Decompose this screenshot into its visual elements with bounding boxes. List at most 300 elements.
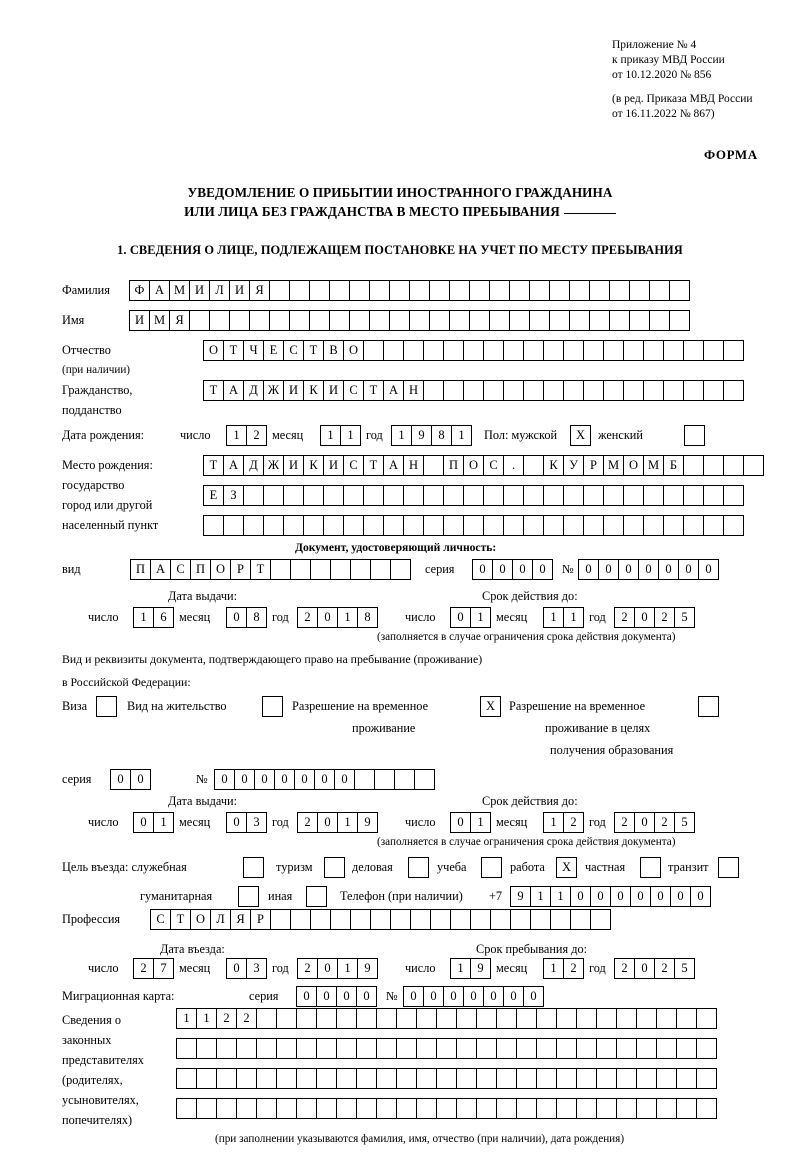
form-cell[interactable] — [262, 696, 283, 717]
form-cell[interactable] — [416, 1068, 437, 1089]
form-cell[interactable]: Т — [170, 909, 191, 930]
form-cell[interactable]: 8 — [431, 425, 452, 446]
form-cell[interactable]: 1 — [337, 958, 358, 979]
form-cell[interactable]: Е — [263, 340, 284, 361]
form-cell[interactable] — [310, 909, 331, 930]
form-cell[interactable] — [449, 310, 470, 331]
form-cell[interactable] — [283, 485, 304, 506]
id-issue-year-cells[interactable] — [297, 607, 377, 628]
form-cell[interactable] — [443, 515, 464, 536]
form-cell[interactable] — [276, 1068, 297, 1089]
form-cell[interactable] — [589, 280, 610, 301]
id-valid-year-cells[interactable] — [614, 607, 694, 628]
form-cell[interactable]: Ж — [263, 380, 284, 401]
form-cell[interactable]: Р — [583, 455, 604, 476]
form-cell[interactable] — [723, 340, 744, 361]
stay-issue-month-cells[interactable] — [226, 812, 266, 833]
form-cell[interactable]: 0 — [630, 886, 651, 907]
form-cell[interactable]: 9 — [470, 958, 491, 979]
form-cell[interactable]: Л — [210, 909, 231, 930]
form-cell[interactable] — [543, 340, 564, 361]
form-cell[interactable] — [563, 485, 584, 506]
form-cell[interactable] — [423, 515, 444, 536]
migration-series-cells[interactable] — [296, 986, 376, 1007]
form-cell[interactable] — [476, 1098, 497, 1119]
form-cell[interactable]: Р — [230, 559, 251, 580]
form-cell[interactable]: П — [190, 559, 211, 580]
form-cell[interactable] — [423, 485, 444, 506]
form-cell[interactable] — [256, 1038, 277, 1059]
form-cell[interactable]: 2 — [614, 607, 635, 628]
form-cell[interactable] — [416, 1098, 437, 1119]
form-cell[interactable] — [703, 340, 724, 361]
form-cell[interactable]: Т — [250, 559, 271, 580]
form-cell[interactable] — [216, 1038, 237, 1059]
form-cell[interactable]: О — [463, 455, 484, 476]
form-cell[interactable]: К — [543, 455, 564, 476]
stay-number-cells[interactable] — [214, 769, 434, 790]
form-cell[interactable] — [370, 559, 391, 580]
stay-issue-day-cells[interactable] — [133, 812, 173, 833]
form-cell[interactable]: 0 — [690, 886, 711, 907]
form-cell[interactable] — [383, 485, 404, 506]
form-cell[interactable] — [369, 310, 390, 331]
form-cell[interactable] — [703, 455, 724, 476]
form-cell[interactable] — [336, 1038, 357, 1059]
form-cell[interactable]: 2 — [614, 812, 635, 833]
form-cell[interactable] — [523, 515, 544, 536]
form-cell[interactable] — [256, 1068, 277, 1089]
form-cell[interactable] — [523, 485, 544, 506]
form-cell[interactable] — [309, 310, 330, 331]
form-cell[interactable] — [450, 909, 471, 930]
form-cell[interactable]: 2 — [563, 812, 584, 833]
form-cell[interactable] — [236, 1038, 257, 1059]
form-cell[interactable] — [723, 485, 744, 506]
form-cell[interactable]: 0 — [254, 769, 275, 790]
stayuntil-day-cells[interactable] — [450, 958, 490, 979]
form-cell[interactable]: И — [323, 455, 344, 476]
form-cell[interactable] — [443, 340, 464, 361]
form-cell[interactable] — [470, 909, 491, 930]
form-cell[interactable] — [430, 909, 451, 930]
form-cell[interactable]: И — [189, 280, 210, 301]
form-cell[interactable]: Ж — [263, 455, 284, 476]
form-cell[interactable] — [703, 485, 724, 506]
form-cell[interactable] — [390, 909, 411, 930]
form-cell[interactable] — [603, 485, 624, 506]
form-cell[interactable] — [556, 1008, 577, 1029]
form-cell[interactable] — [656, 1098, 677, 1119]
form-cell[interactable] — [536, 1098, 557, 1119]
form-cell[interactable]: Р — [250, 909, 271, 930]
form-cell[interactable] — [376, 1008, 397, 1029]
form-cell[interactable] — [669, 310, 690, 331]
form-cell[interactable] — [389, 280, 410, 301]
form-cell[interactable] — [429, 310, 450, 331]
form-cell[interactable] — [370, 909, 391, 930]
form-cell[interactable] — [636, 1068, 657, 1089]
form-cell[interactable]: 1 — [337, 812, 358, 833]
form-cell[interactable]: 0 — [317, 607, 338, 628]
form-cell[interactable]: Ф — [129, 280, 150, 301]
form-cell[interactable] — [543, 515, 564, 536]
form-cell[interactable] — [374, 769, 395, 790]
form-cell[interactable] — [329, 310, 350, 331]
form-cell[interactable] — [529, 280, 550, 301]
form-cell[interactable] — [696, 1008, 717, 1029]
form-cell[interactable] — [696, 1068, 717, 1089]
form-cell[interactable]: 1 — [320, 425, 341, 446]
form-cell[interactable]: 1 — [153, 812, 174, 833]
form-cell[interactable] — [623, 380, 644, 401]
form-cell[interactable] — [269, 280, 290, 301]
form-cell[interactable] — [96, 696, 117, 717]
form-cell[interactable] — [489, 310, 510, 331]
form-cell[interactable]: 0 — [336, 986, 357, 1007]
form-cell[interactable]: П — [443, 455, 464, 476]
form-cell[interactable]: 0 — [570, 886, 591, 907]
form-cell[interactable]: Т — [203, 455, 224, 476]
form-cell[interactable]: 0 — [214, 769, 235, 790]
form-cell[interactable]: О — [190, 909, 211, 930]
form-cell[interactable] — [503, 380, 524, 401]
form-cell[interactable] — [683, 380, 704, 401]
form-cell[interactable] — [396, 1098, 417, 1119]
form-cell[interactable] — [376, 1038, 397, 1059]
purpose-service-checkbox[interactable] — [243, 857, 263, 878]
form-cell[interactable] — [363, 485, 384, 506]
form-cell[interactable]: 0 — [698, 559, 719, 580]
form-cell[interactable]: 2 — [563, 958, 584, 979]
form-cell[interactable] — [629, 310, 650, 331]
form-cell[interactable]: 0 — [578, 559, 599, 580]
form-cell[interactable] — [336, 1068, 357, 1089]
form-cell[interactable] — [603, 380, 624, 401]
form-cell[interactable]: Д — [243, 380, 264, 401]
form-cell[interactable] — [196, 1038, 217, 1059]
form-cell[interactable]: 0 — [523, 986, 544, 1007]
form-cell[interactable] — [590, 909, 611, 930]
legal-reps-row-4[interactable] — [176, 1098, 716, 1119]
form-cell[interactable] — [436, 1098, 457, 1119]
id-valid-day-cells[interactable] — [450, 607, 490, 628]
form-cell[interactable] — [683, 515, 704, 536]
purpose-other-checkbox[interactable] — [306, 886, 326, 907]
form-cell[interactable] — [516, 1038, 537, 1059]
form-cell[interactable] — [349, 310, 370, 331]
form-cell[interactable] — [503, 340, 524, 361]
form-cell[interactable]: 0 — [274, 769, 295, 790]
form-cell[interactable]: Т — [363, 380, 384, 401]
form-cell[interactable] — [309, 280, 330, 301]
form-cell[interactable] — [389, 310, 410, 331]
legal-reps-row-1[interactable] — [176, 1008, 716, 1029]
legal-reps-row-2[interactable] — [176, 1038, 716, 1059]
form-cell[interactable] — [616, 1008, 637, 1029]
form-cell[interactable] — [636, 1008, 657, 1029]
form-cell[interactable]: Б — [663, 455, 684, 476]
form-cell[interactable] — [636, 1098, 657, 1119]
form-cell[interactable] — [623, 515, 644, 536]
form-cell[interactable] — [683, 340, 704, 361]
form-cell[interactable]: 0 — [512, 559, 533, 580]
form-cell[interactable] — [463, 515, 484, 536]
stay-valid-year-cells[interactable] — [614, 812, 694, 833]
form-cell[interactable] — [616, 1068, 637, 1089]
form-cell[interactable] — [243, 485, 264, 506]
form-cell[interactable] — [483, 380, 504, 401]
form-cell[interactable] — [703, 515, 724, 536]
form-cell[interactable] — [570, 909, 591, 930]
form-cell[interactable] — [238, 886, 259, 907]
form-cell[interactable]: Л — [209, 280, 230, 301]
form-cell[interactable] — [676, 1068, 697, 1089]
form-cell[interactable] — [363, 340, 384, 361]
form-cell[interactable] — [536, 1008, 557, 1029]
purpose-private-checkbox[interactable] — [640, 857, 660, 878]
form-cell[interactable] — [543, 485, 564, 506]
form-cell[interactable] — [323, 485, 344, 506]
form-cell[interactable] — [463, 340, 484, 361]
form-cell[interactable] — [481, 857, 502, 878]
stay-valid-day-cells[interactable] — [450, 812, 490, 833]
form-cell[interactable] — [456, 1038, 477, 1059]
form-cell[interactable]: 0 — [314, 769, 335, 790]
form-cell[interactable]: 2 — [133, 958, 154, 979]
form-cell[interactable] — [640, 857, 661, 878]
form-cell[interactable] — [350, 909, 371, 930]
name-cells[interactable] — [129, 310, 689, 331]
stayuntil-month-cells[interactable] — [543, 958, 583, 979]
form-cell[interactable] — [496, 1038, 517, 1059]
form-cell[interactable]: С — [170, 559, 191, 580]
form-cell[interactable]: 0 — [658, 559, 679, 580]
form-cell[interactable] — [316, 1038, 337, 1059]
form-cell[interactable]: С — [343, 455, 364, 476]
form-cell[interactable] — [503, 515, 524, 536]
form-cell[interactable] — [596, 1098, 617, 1119]
form-cell[interactable]: 1 — [340, 425, 361, 446]
birthplace-row3-cells[interactable] — [203, 515, 743, 536]
form-cell[interactable]: 2 — [297, 958, 318, 979]
form-cell[interactable] — [684, 425, 705, 446]
form-cell[interactable]: 1 — [543, 607, 564, 628]
form-cell[interactable] — [329, 280, 350, 301]
form-cell[interactable] — [663, 515, 684, 536]
form-cell[interactable] — [476, 1038, 497, 1059]
form-cell[interactable] — [223, 515, 244, 536]
form-cell[interactable] — [436, 1008, 457, 1029]
form-cell[interactable]: Д — [243, 455, 264, 476]
form-cell[interactable]: 0 — [492, 559, 513, 580]
form-cell[interactable]: 3 — [246, 812, 267, 833]
form-cell[interactable]: 1 — [450, 958, 471, 979]
form-cell[interactable] — [723, 380, 744, 401]
form-cell[interactable] — [503, 485, 524, 506]
form-cell[interactable] — [463, 485, 484, 506]
form-cell[interactable] — [423, 340, 444, 361]
form-cell[interactable]: Т — [363, 455, 384, 476]
form-cell[interactable] — [270, 909, 291, 930]
form-cell[interactable] — [489, 280, 510, 301]
form-cell[interactable] — [656, 1068, 677, 1089]
form-cell[interactable]: 7 — [153, 958, 174, 979]
form-cell[interactable] — [643, 485, 664, 506]
form-cell[interactable] — [276, 1038, 297, 1059]
form-cell[interactable] — [423, 380, 444, 401]
form-cell[interactable] — [243, 857, 264, 878]
id-valid-month-cells[interactable] — [543, 607, 583, 628]
form-cell[interactable] — [576, 1038, 597, 1059]
form-cell[interactable] — [483, 485, 504, 506]
residence-permit-checkbox[interactable] — [262, 696, 282, 717]
form-cell[interactable] — [576, 1008, 597, 1029]
form-cell[interactable]: X — [480, 696, 501, 717]
form-cell[interactable] — [376, 1098, 397, 1119]
form-cell[interactable] — [456, 1068, 477, 1089]
form-cell[interactable] — [676, 1008, 697, 1029]
form-cell[interactable] — [476, 1008, 497, 1029]
form-cell[interactable] — [516, 1068, 537, 1089]
form-cell[interactable]: О — [343, 340, 364, 361]
form-cell[interactable] — [443, 380, 464, 401]
form-cell[interactable] — [509, 280, 530, 301]
form-cell[interactable]: Я — [249, 280, 270, 301]
form-cell[interactable]: А — [383, 455, 404, 476]
form-cell[interactable] — [236, 1098, 257, 1119]
form-cell[interactable] — [669, 280, 690, 301]
form-cell[interactable] — [523, 340, 544, 361]
form-cell[interactable] — [449, 280, 470, 301]
id-series-cells[interactable] — [472, 559, 552, 580]
form-cell[interactable] — [583, 485, 604, 506]
form-cell[interactable] — [243, 515, 264, 536]
form-cell[interactable] — [563, 340, 584, 361]
form-cell[interactable] — [469, 280, 490, 301]
form-cell[interactable] — [429, 280, 450, 301]
birthdate-month-cells[interactable] — [320, 425, 360, 446]
form-cell[interactable] — [396, 1038, 417, 1059]
form-cell[interactable]: 1 — [337, 607, 358, 628]
form-cell[interactable]: 0 — [226, 607, 247, 628]
form-cell[interactable]: X — [556, 857, 577, 878]
form-cell[interactable]: 0 — [610, 886, 631, 907]
form-cell[interactable]: А — [223, 455, 244, 476]
form-cell[interactable]: 1 — [543, 958, 564, 979]
form-cell[interactable] — [698, 696, 719, 717]
form-cell[interactable] — [583, 380, 604, 401]
form-cell[interactable]: К — [303, 455, 324, 476]
form-cell[interactable]: 1 — [550, 886, 571, 907]
form-cell[interactable] — [330, 559, 351, 580]
form-cell[interactable] — [324, 857, 345, 878]
form-cell[interactable] — [409, 310, 430, 331]
form-cell[interactable]: . — [503, 455, 524, 476]
form-cell[interactable]: 9 — [357, 958, 378, 979]
form-cell[interactable] — [376, 1068, 397, 1089]
form-cell[interactable] — [176, 1038, 197, 1059]
stay-valid-month-cells[interactable] — [543, 812, 583, 833]
form-cell[interactable] — [543, 380, 564, 401]
form-cell[interactable] — [616, 1038, 637, 1059]
form-cell[interactable] — [356, 1098, 377, 1119]
form-cell[interactable]: 6 — [153, 607, 174, 628]
form-cell[interactable]: 8 — [246, 607, 267, 628]
form-cell[interactable] — [209, 310, 230, 331]
form-cell[interactable] — [403, 340, 424, 361]
form-cell[interactable]: И — [283, 380, 304, 401]
phone-cells[interactable] — [510, 886, 710, 907]
form-cell[interactable]: 0 — [503, 986, 524, 1007]
form-cell[interactable]: Н — [403, 455, 424, 476]
form-cell[interactable] — [556, 1038, 577, 1059]
form-cell[interactable] — [249, 310, 270, 331]
entry-day-cells[interactable] — [133, 958, 173, 979]
form-cell[interactable]: 0 — [450, 812, 471, 833]
form-cell[interactable]: 1 — [196, 1008, 217, 1029]
form-cell[interactable] — [269, 310, 290, 331]
form-cell[interactable]: Е — [203, 485, 224, 506]
form-cell[interactable] — [623, 340, 644, 361]
form-cell[interactable]: Н — [403, 380, 424, 401]
form-cell[interactable] — [396, 1008, 417, 1029]
form-cell[interactable] — [396, 1068, 417, 1089]
form-cell[interactable] — [410, 909, 431, 930]
form-cell[interactable]: 0 — [110, 769, 131, 790]
form-cell[interactable] — [549, 280, 570, 301]
form-cell[interactable] — [350, 559, 371, 580]
form-cell[interactable]: О — [203, 340, 224, 361]
citizenship-cells[interactable] — [203, 380, 743, 401]
form-cell[interactable]: 5 — [674, 958, 695, 979]
birthplace-row1-cells[interactable] — [203, 455, 763, 476]
form-cell[interactable]: Я — [230, 909, 251, 930]
form-cell[interactable] — [676, 1038, 697, 1059]
form-cell[interactable] — [256, 1098, 277, 1119]
form-cell[interactable] — [456, 1008, 477, 1029]
form-cell[interactable] — [603, 515, 624, 536]
form-cell[interactable] — [196, 1068, 217, 1089]
form-cell[interactable] — [290, 559, 311, 580]
form-cell[interactable]: 1 — [563, 607, 584, 628]
form-cell[interactable]: 0 — [634, 812, 655, 833]
form-cell[interactable]: 0 — [670, 886, 691, 907]
form-cell[interactable] — [408, 857, 429, 878]
birthdate-day-cells[interactable] — [226, 425, 266, 446]
form-cell[interactable]: 0 — [443, 986, 464, 1007]
form-cell[interactable]: Т — [203, 380, 224, 401]
form-cell[interactable]: 0 — [634, 607, 655, 628]
form-cell[interactable] — [330, 909, 351, 930]
form-cell[interactable] — [516, 1008, 537, 1029]
form-cell[interactable] — [643, 380, 664, 401]
form-cell[interactable]: 2 — [297, 607, 318, 628]
form-cell[interactable]: 0 — [403, 986, 424, 1007]
form-cell[interactable] — [289, 310, 310, 331]
form-cell[interactable] — [423, 455, 444, 476]
form-cell[interactable] — [683, 455, 704, 476]
form-cell[interactable] — [656, 1038, 677, 1059]
form-cell[interactable]: А — [383, 380, 404, 401]
entry-year-cells[interactable] — [297, 958, 377, 979]
form-cell[interactable] — [336, 1008, 357, 1029]
form-cell[interactable] — [316, 1068, 337, 1089]
form-cell[interactable] — [203, 515, 224, 536]
form-cell[interactable] — [303, 485, 324, 506]
form-cell[interactable]: 1 — [133, 607, 154, 628]
form-cell[interactable]: 1 — [451, 425, 472, 446]
